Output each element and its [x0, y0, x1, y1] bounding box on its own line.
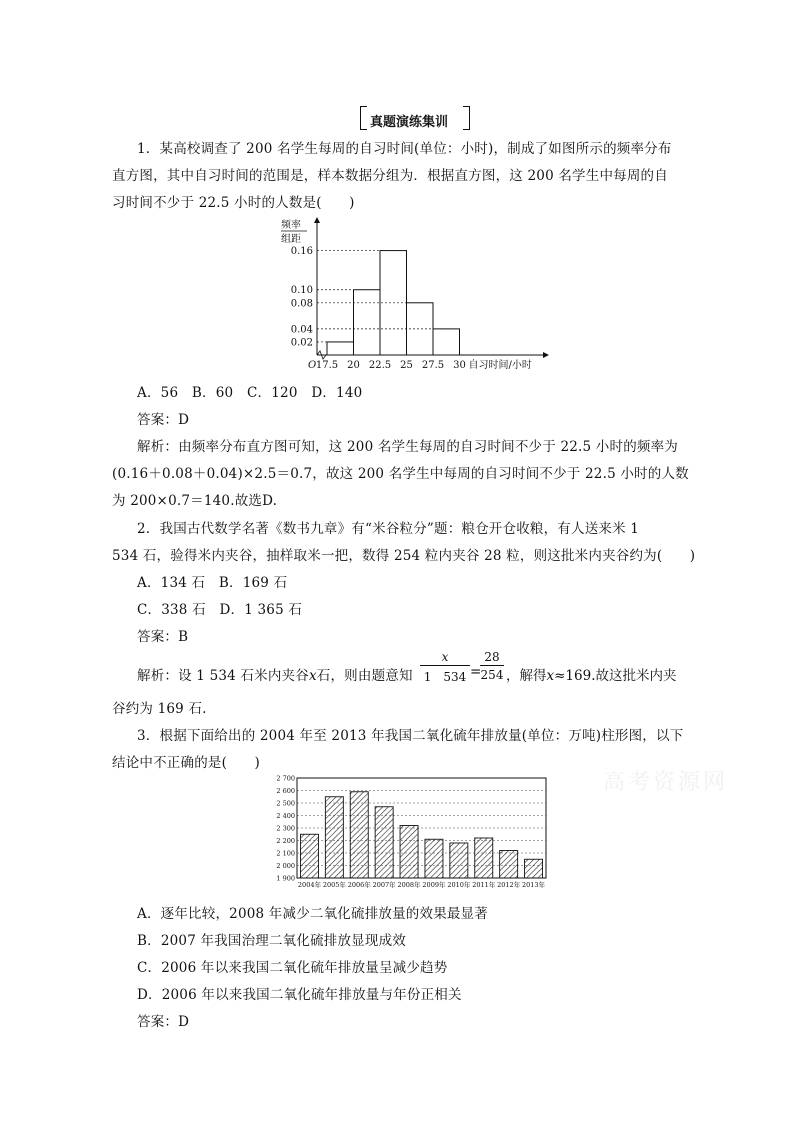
- q2-fraction-2: [480, 650, 504, 682]
- x-tick-label: 2009年: [422, 881, 446, 889]
- frac2-numerator: 28: [480, 650, 504, 666]
- bar: [325, 797, 343, 878]
- bar: [475, 838, 493, 878]
- y-tick-label: 1 900: [276, 874, 295, 883]
- x-tick-label: 2007年: [372, 881, 396, 889]
- x-axis-arrow: [543, 352, 549, 358]
- x-tick-label: 2008年: [397, 881, 421, 889]
- x-tick-label: 2012年: [497, 881, 521, 889]
- q3-line1: 3．根据下面给出的 2004 年至 2013 年我国二氧化硫年排放量(单位：万吨)柱形图，以下: [137, 728, 684, 744]
- section-title-text: 真题演练集训: [370, 115, 449, 130]
- y-axis-arrow: [314, 217, 320, 223]
- q2-analysis2: 谷约为 169 石.: [112, 701, 207, 717]
- x-tick-label: 2004年: [297, 881, 321, 889]
- x-tick-label: 27.5: [421, 360, 445, 371]
- x-tick-label: 22.5: [368, 360, 392, 371]
- q2-line1: 2．我国古代数学名著《数书九章》有“米谷粒分”题：粮仓开仓收粮，有人送来米 1: [137, 521, 640, 537]
- y-label-denominator: 组距: [281, 234, 301, 245]
- histogram-bar: [354, 290, 381, 355]
- y-tick-label: 2 300: [276, 824, 295, 833]
- x-tick-label: 17.5: [315, 360, 339, 371]
- q2-var-x: x: [308, 668, 317, 684]
- q1-analysis1: 解析：由频率分布直方图可知，这 200 名学生每周的自习时间不少于 22.5 小时的频率为: [137, 439, 678, 455]
- x-axis-label: 自习时间/小时: [468, 360, 532, 371]
- bar: [350, 792, 368, 878]
- bar: [300, 834, 318, 878]
- bar: [400, 826, 418, 879]
- q2-options1: A．134 石 B．169 石: [137, 575, 288, 591]
- q1-answer: 答案：D: [137, 412, 190, 428]
- section-title: [360, 106, 470, 128]
- y-tick-label: 0.08: [290, 298, 313, 310]
- y-tick-label: 0.02: [290, 337, 313, 349]
- x-tick-label: 2010年: [447, 881, 471, 889]
- q1-line3: 习时间不少于 22.5 小时的人数是( ): [112, 195, 355, 211]
- q1-options: A．56 B．60 C．120 D．140: [137, 385, 363, 401]
- x-tick-label: 30: [453, 360, 466, 371]
- x-tick-label: 2006年: [347, 881, 371, 889]
- frac1-denominator: 1 534: [423, 670, 467, 684]
- q1-analysis2: (0.16＋0.08＋0.04)×2.5＝0.7，故这 200 名学生中每周的自习时间不少于 22.5 小时的人数: [112, 466, 689, 482]
- bar: [375, 807, 393, 878]
- q2-post-var-x: x: [546, 668, 555, 684]
- y-tick-label: 2 500: [276, 799, 295, 808]
- q1-line1: 1．某高校调查了 200 名学生每周的自习时间(单位：小时)，制成了如图所示的频率分布: [137, 141, 672, 157]
- q3-optA: A．逐年比较，2008 年减少二氧化硫排放量的效果最显著: [137, 906, 488, 922]
- q2-fraction-1: [420, 650, 470, 685]
- frac2-denominator: 254: [480, 668, 504, 682]
- watermark: 高考资源网: [603, 770, 729, 795]
- q3-line2: 结论中不正确的是( ): [112, 755, 260, 771]
- y-tick-label: 2 100: [276, 849, 295, 858]
- q2-line2: 534 石，验得米内夹谷，抽样取米一把，数得 254 粒内夹谷 28 粒，则这批米内夹谷约为( ): [112, 548, 696, 564]
- q2-analysis-post: [506, 664, 677, 684]
- y-tick-label: 2 400: [276, 812, 295, 820]
- so2-bar-chart: [268, 774, 550, 894]
- histogram-bar: [327, 342, 354, 355]
- x-tick-label: 2011年: [472, 881, 496, 889]
- q2-options2: C．338 石 D．1 365 石: [137, 602, 303, 618]
- x-tick-label: 2005年: [322, 881, 346, 889]
- q2-analysis-post1: ，解得: [506, 668, 547, 684]
- q1-analysis3: 为 200×0.7＝140.故选D.: [112, 493, 278, 509]
- right-bracket: [463, 106, 470, 130]
- x-tick-label: 2013年: [522, 881, 546, 889]
- q2-analysis-pre: 解析：设 1 534 石米内夹谷: [137, 668, 309, 684]
- histogram-bar: [433, 329, 460, 355]
- q2-answer: 答案：B: [137, 629, 189, 645]
- bar: [425, 839, 443, 878]
- q3-optB: B．2007 年我国治理二氧化硫排放显现成效: [137, 933, 406, 949]
- q3-optD: D．2006 年以来我国二氧化硫年排放量与年份正相关: [137, 987, 462, 1003]
- y-tick-label: 2 600: [276, 787, 295, 795]
- left-bracket: [360, 106, 367, 130]
- bar: [525, 859, 543, 878]
- x-tick-label: 25: [400, 360, 413, 371]
- origin-label: O: [308, 360, 317, 371]
- q2-analysis1: [137, 664, 413, 684]
- y-tick-label: 0.10: [290, 285, 313, 297]
- q2-analysis-mid: 石，则由题意知: [316, 668, 413, 684]
- x-tick-label: 20: [347, 360, 360, 371]
- y-tick-label: 2 700: [276, 774, 295, 783]
- y-tick-label: 2 000: [276, 862, 295, 870]
- q3-answer: 答案：D: [137, 1014, 190, 1030]
- q3-optC: C．2006 年以来我国二氧化硫年排放量呈减少趋势: [137, 960, 448, 976]
- y-tick-label: 0.16: [290, 246, 313, 258]
- bar: [450, 843, 468, 878]
- frac1-numerator: x: [420, 650, 470, 666]
- q1-line2: 直方图，其中自习时间的范围是，样本数据分组为．根据直方图，这 200 名学生中每周的自: [112, 168, 668, 184]
- y-tick-label: 2 200: [276, 837, 295, 845]
- y-tick-label: 0.04: [290, 324, 313, 336]
- q2-analysis-post2: ≈169.故这批米内夹: [554, 668, 677, 684]
- y-label-numerator: 频率: [281, 220, 301, 231]
- q2-equals: =: [470, 664, 482, 680]
- bar: [500, 851, 518, 879]
- histogram-chart: [275, 215, 565, 375]
